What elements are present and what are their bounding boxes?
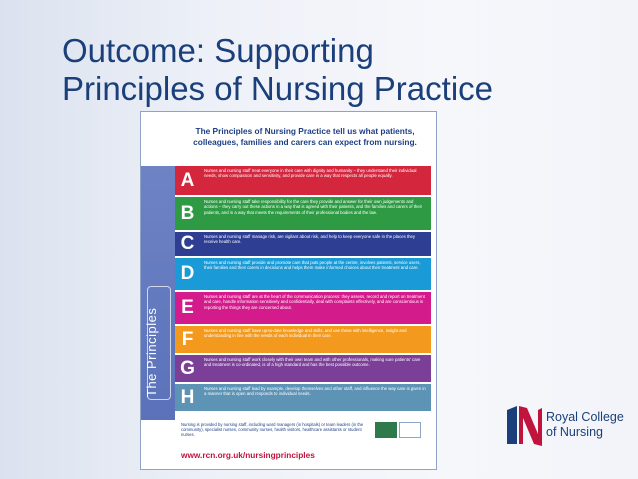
principle-row	[175, 166, 431, 195]
principle-letter: H	[175, 384, 200, 411]
side-band	[141, 166, 175, 420]
principle-text: Nurses and nursing staff take responsibility for the care they provide and answer for their own judgements and actions – they carry out these actions in a way that is agreed with their patients, and the families and carers of their patients, and in a way that meets the requirements of their professional bodies and the law.	[200, 197, 431, 230]
slide-title	[62, 32, 622, 108]
principle-text: Nurses and nursing staff manage risk, are vigilant about risk, and help to keep everyone safe in the places they receive health care.	[200, 232, 431, 256]
principle-row	[175, 355, 431, 382]
principle-text: Nurses and nursing staff treat everyone in their care with dignity and humanity – they understand their individual needs, show compassion and sensitivity, and provide care in a way that respects all people equally.	[200, 166, 431, 195]
poster-heading: The Principles of Nursing Practice tell us what patients, colleagues, families and carers can expect from nursing.	[193, 126, 417, 147]
principle-letter: A	[175, 166, 200, 195]
principle-row	[175, 232, 431, 256]
principle-letter: C	[175, 232, 200, 256]
rcn-line-1: Royal College	[546, 410, 624, 424]
principle-letter: B	[175, 197, 200, 230]
principles-poster	[140, 111, 437, 470]
rcn-line-2: of Nursing	[546, 425, 603, 439]
principle-letter: E	[175, 292, 200, 324]
principle-text: Nurses and nursing staff have up-to-date knowledge and skills, and use these with intelligence, insight and understanding in line with the needs of each individual in their care.	[200, 326, 431, 353]
rcn-wordmark	[546, 410, 624, 440]
slide-title-line-1: Outcome: Supporting	[62, 32, 374, 69]
principle-text: Nurses and nursing staff work closely with their own team and with other professionals, making sure patients' care and treatment is co-ordinated, is of a high standard and has the best possible outcome.	[200, 355, 431, 382]
principle-letter: D	[175, 258, 200, 290]
principle-text: Nurses and nursing staff lead by example, develop themselves and other staff, and influence the way care is given in a manner that is open and responds to individual needs.	[200, 384, 431, 411]
principle-letter: F	[175, 326, 200, 353]
principles-list	[175, 166, 431, 413]
partner-logo	[375, 422, 397, 438]
principle-row	[175, 384, 431, 411]
slide-title-line-2: Principles of Nursing Practice	[62, 70, 493, 107]
principle-text: Nurses and nursing staff are at the heart of the communication process: they assess, record and report on treatment and care, handle information sensitively and confidentially, deal with complaints effectively, and are conscientious in reporting the things they are concerned about.	[200, 292, 431, 324]
principle-row	[175, 258, 431, 290]
rcn-emblem-icon	[504, 404, 544, 448]
side-label: The Principles	[144, 307, 159, 397]
principle-letter: G	[175, 355, 200, 382]
rcn-logo	[504, 404, 634, 454]
principle-row	[175, 197, 431, 230]
partner-seal	[399, 422, 421, 438]
principle-row	[175, 292, 431, 324]
poster-url: www.rcn.org.uk/nursingprinciples	[181, 450, 315, 460]
poster-footnote: Nursing is provided by nursing staff, including ward managers (in hospitals) or team leaders (in the community), specialist nurses, community nurses, health visitors, healthcare assistants or student nurses.	[181, 422, 364, 438]
principle-text: Nurses and nursing staff provide and promote care that puts people at the centre, involves patients, service users, their families and their carers in decisions and helps them make informed choices about their treatment and care.	[200, 258, 431, 290]
principle-row	[175, 326, 431, 353]
